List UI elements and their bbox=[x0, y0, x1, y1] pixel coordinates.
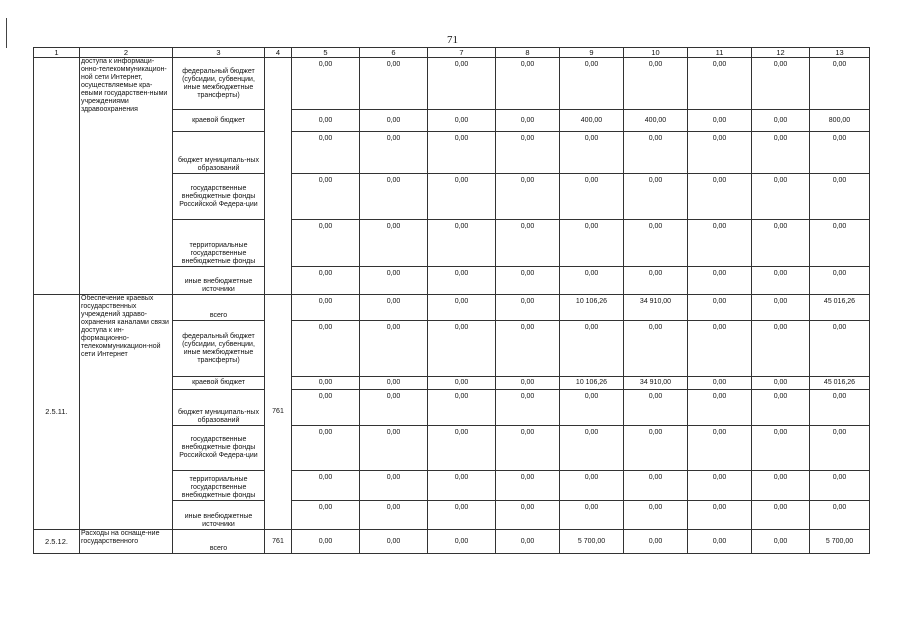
amount-cell: 0,00 bbox=[360, 377, 428, 390]
funding-source: федеральный бюджет (субсидии, субвенции, иные межбюджетные трансферты) bbox=[173, 58, 265, 110]
amount-cell: 0,00 bbox=[624, 132, 688, 174]
amount-cell: 0,00 bbox=[496, 295, 560, 321]
header-cell: 13 bbox=[810, 48, 870, 58]
amount-cell: 0,00 bbox=[752, 174, 810, 220]
amount-cell: 0,00 bbox=[360, 110, 428, 132]
amount-cell: 0,00 bbox=[360, 501, 428, 530]
amount-cell: 34 910,00 bbox=[624, 295, 688, 321]
amount-cell: 0,00 bbox=[360, 132, 428, 174]
amount-cell: 0,00 bbox=[496, 471, 560, 501]
amount-cell: 0,00 bbox=[688, 471, 752, 501]
amount-cell: 0,00 bbox=[560, 426, 624, 471]
amount-cell: 0,00 bbox=[752, 267, 810, 295]
amount-cell: 0,00 bbox=[560, 132, 624, 174]
amount-cell: 0,00 bbox=[624, 220, 688, 267]
amount-cell: 0,00 bbox=[292, 426, 360, 471]
amount-cell: 0,00 bbox=[810, 267, 870, 295]
amount-cell: 0,00 bbox=[360, 58, 428, 110]
amount-cell: 0,00 bbox=[292, 132, 360, 174]
amount-cell: 10 106,26 bbox=[560, 295, 624, 321]
amount-cell: 0,00 bbox=[360, 295, 428, 321]
amount-cell: 400,00 bbox=[624, 110, 688, 132]
amount-cell: 0,00 bbox=[810, 58, 870, 110]
header-cell: 7 bbox=[428, 48, 496, 58]
grbs-code: 761 bbox=[265, 295, 292, 530]
amount-cell: 0,00 bbox=[292, 501, 360, 530]
amount-cell: 0,00 bbox=[560, 471, 624, 501]
amount-cell: 0,00 bbox=[624, 321, 688, 377]
header-cell: 4 bbox=[265, 48, 292, 58]
amount-cell: 0,00 bbox=[624, 390, 688, 426]
amount-cell: 0,00 bbox=[688, 295, 752, 321]
amount-cell: 0,00 bbox=[428, 132, 496, 174]
amount-cell: 0,00 bbox=[810, 132, 870, 174]
header-cell: 5 bbox=[292, 48, 360, 58]
row-description: доступа к информаци-онно-телекоммуникацион-ной сети Интернет, осуществляемые кра-евыми государствен-ными учреждениями здравоохранения bbox=[80, 58, 173, 295]
amount-cell: 0,00 bbox=[428, 267, 496, 295]
header-cell: 10 bbox=[624, 48, 688, 58]
amount-cell: 400,00 bbox=[560, 110, 624, 132]
header-cell: 12 bbox=[752, 48, 810, 58]
amount-cell: 0,00 bbox=[496, 132, 560, 174]
amount-cell: 0,00 bbox=[496, 426, 560, 471]
amount-cell: 0,00 bbox=[752, 501, 810, 530]
row-code bbox=[34, 58, 80, 295]
amount-cell: 0,00 bbox=[360, 471, 428, 501]
table-row bbox=[34, 295, 870, 321]
header-cell: 3 bbox=[173, 48, 265, 58]
amount-cell: 0,00 bbox=[428, 58, 496, 110]
page-number: 71 bbox=[447, 34, 458, 46]
amount-cell: 0,00 bbox=[810, 174, 870, 220]
amount-cell: 0,00 bbox=[560, 174, 624, 220]
amount-cell: 0,00 bbox=[688, 390, 752, 426]
amount-cell: 0,00 bbox=[810, 390, 870, 426]
amount-cell: 0,00 bbox=[560, 267, 624, 295]
amount-cell: 0,00 bbox=[752, 58, 810, 110]
header-cell: 1 bbox=[34, 48, 80, 58]
funding-source: всего bbox=[173, 295, 265, 321]
amount-cell: 0,00 bbox=[292, 390, 360, 426]
row-description: Расходы на оснаще-ние государственного bbox=[80, 530, 173, 554]
row-description: Обеспечение краевых государственных учреждений здраво-охранения каналами связи доступа к ин-формационно-телекоммуникацион-ной сети Интернет bbox=[80, 295, 173, 530]
funding-source: федеральный бюджет (субсидии, субвенции, иные межбюджетные трансферты) bbox=[173, 321, 265, 377]
amount-cell: 0,00 bbox=[688, 377, 752, 390]
amount-cell: 0,00 bbox=[496, 530, 560, 554]
funding-source: государственные внебюджетные фонды Российской Федера-ции bbox=[173, 174, 265, 220]
amount-cell: 0,00 bbox=[688, 426, 752, 471]
funding-source: государственные внебюджетные фонды Российской Федера-ции bbox=[173, 426, 265, 471]
amount-cell: 0,00 bbox=[292, 174, 360, 220]
amount-cell: 0,00 bbox=[624, 58, 688, 110]
header-cell: 6 bbox=[360, 48, 428, 58]
amount-cell: 0,00 bbox=[810, 426, 870, 471]
amount-cell: 0,00 bbox=[560, 321, 624, 377]
amount-cell: 0,00 bbox=[360, 321, 428, 377]
amount-cell: 10 106,26 bbox=[560, 377, 624, 390]
amount-cell: 0,00 bbox=[810, 471, 870, 501]
amount-cell: 0,00 bbox=[496, 58, 560, 110]
amount-cell: 0,00 bbox=[688, 58, 752, 110]
amount-cell: 0,00 bbox=[752, 132, 810, 174]
amount-cell: 0,00 bbox=[688, 501, 752, 530]
amount-cell: 0,00 bbox=[360, 220, 428, 267]
amount-cell: 0,00 bbox=[752, 426, 810, 471]
amount-cell: 0,00 bbox=[688, 321, 752, 377]
amount-cell: 0,00 bbox=[496, 267, 560, 295]
funding-source: краевой бюджет bbox=[173, 110, 265, 132]
amount-cell: 0,00 bbox=[688, 174, 752, 220]
funding-source: территориальные государственные внебюджетные фонды bbox=[173, 220, 265, 267]
amount-cell: 0,00 bbox=[428, 426, 496, 471]
amount-cell: 0,00 bbox=[810, 321, 870, 377]
amount-cell: 45 016,26 bbox=[810, 377, 870, 390]
funding-source: иные внебюджетные источники bbox=[173, 501, 265, 530]
row-code: 2.5.11. bbox=[34, 295, 80, 530]
table-row bbox=[34, 58, 870, 110]
table-row bbox=[34, 530, 870, 554]
amount-cell: 0,00 bbox=[360, 174, 428, 220]
amount-cell: 0,00 bbox=[810, 220, 870, 267]
amount-cell: 0,00 bbox=[560, 501, 624, 530]
grbs-code bbox=[265, 58, 292, 295]
funding-source: всего bbox=[173, 530, 265, 554]
amount-cell: 0,00 bbox=[428, 501, 496, 530]
amount-cell: 0,00 bbox=[428, 390, 496, 426]
header-cell: 2 bbox=[80, 48, 173, 58]
amount-cell: 0,00 bbox=[496, 390, 560, 426]
amount-cell: 0,00 bbox=[428, 321, 496, 377]
amount-cell: 0,00 bbox=[428, 530, 496, 554]
amount-cell: 0,00 bbox=[688, 132, 752, 174]
amount-cell: 0,00 bbox=[688, 530, 752, 554]
amount-cell: 0,00 bbox=[752, 220, 810, 267]
amount-cell: 0,00 bbox=[496, 174, 560, 220]
amount-cell: 0,00 bbox=[752, 295, 810, 321]
amount-cell: 0,00 bbox=[752, 471, 810, 501]
amount-cell: 0,00 bbox=[428, 471, 496, 501]
amount-cell: 0,00 bbox=[624, 471, 688, 501]
amount-cell: 45 016,26 bbox=[810, 295, 870, 321]
amount-cell: 0,00 bbox=[292, 110, 360, 132]
amount-cell: 0,00 bbox=[496, 110, 560, 132]
amount-cell: 800,00 bbox=[810, 110, 870, 132]
funding-source: краевой бюджет bbox=[173, 377, 265, 390]
amount-cell: 0,00 bbox=[360, 267, 428, 295]
header-cell: 11 bbox=[688, 48, 752, 58]
funding-source: бюджет муниципаль-ных образований bbox=[173, 390, 265, 426]
amount-cell: 0,00 bbox=[428, 220, 496, 267]
amount-cell: 0,00 bbox=[496, 321, 560, 377]
budget-table bbox=[33, 47, 870, 554]
amount-cell: 0,00 bbox=[624, 530, 688, 554]
amount-cell: 0,00 bbox=[292, 471, 360, 501]
amount-cell: 0,00 bbox=[292, 58, 360, 110]
amount-cell: 0,00 bbox=[688, 110, 752, 132]
row-code: 2.5.12. bbox=[34, 530, 80, 554]
amount-cell: 0,00 bbox=[496, 220, 560, 267]
header-cell: 9 bbox=[560, 48, 624, 58]
amount-cell: 0,00 bbox=[292, 530, 360, 554]
amount-cell: 0,00 bbox=[688, 267, 752, 295]
amount-cell: 0,00 bbox=[292, 321, 360, 377]
amount-cell: 0,00 bbox=[292, 377, 360, 390]
amount-cell: 0,00 bbox=[752, 390, 810, 426]
amount-cell: 0,00 bbox=[810, 501, 870, 530]
amount-cell: 0,00 bbox=[560, 58, 624, 110]
amount-cell: 0,00 bbox=[624, 501, 688, 530]
amount-cell: 0,00 bbox=[292, 220, 360, 267]
amount-cell: 0,00 bbox=[496, 377, 560, 390]
amount-cell: 0,00 bbox=[360, 530, 428, 554]
amount-cell: 0,00 bbox=[496, 501, 560, 530]
amount-cell: 0,00 bbox=[428, 295, 496, 321]
amount-cell: 5 700,00 bbox=[810, 530, 870, 554]
amount-cell: 0,00 bbox=[752, 321, 810, 377]
amount-cell: 0,00 bbox=[428, 110, 496, 132]
amount-cell: 5 700,00 bbox=[560, 530, 624, 554]
amount-cell: 34 910,00 bbox=[624, 377, 688, 390]
amount-cell: 0,00 bbox=[360, 426, 428, 471]
amount-cell: 0,00 bbox=[624, 267, 688, 295]
amount-cell: 0,00 bbox=[560, 390, 624, 426]
amount-cell: 0,00 bbox=[428, 377, 496, 390]
amount-cell: 0,00 bbox=[428, 174, 496, 220]
grbs-code: 761 bbox=[265, 530, 292, 554]
amount-cell: 0,00 bbox=[752, 110, 810, 132]
amount-cell: 0,00 bbox=[360, 390, 428, 426]
amount-cell: 0,00 bbox=[292, 267, 360, 295]
amount-cell: 0,00 bbox=[624, 426, 688, 471]
amount-cell: 0,00 bbox=[292, 295, 360, 321]
amount-cell: 0,00 bbox=[752, 530, 810, 554]
amount-cell: 0,00 bbox=[624, 174, 688, 220]
funding-source: территориальные государственные внебюджетные фонды bbox=[173, 471, 265, 501]
funding-source: иные внебюджетные источники bbox=[173, 267, 265, 295]
amount-cell: 0,00 bbox=[688, 220, 752, 267]
funding-source: бюджет муниципаль-ных образований bbox=[173, 132, 265, 174]
header-row bbox=[34, 48, 870, 58]
amount-cell: 0,00 bbox=[752, 377, 810, 390]
amount-cell: 0,00 bbox=[560, 220, 624, 267]
header-cell: 8 bbox=[496, 48, 560, 58]
